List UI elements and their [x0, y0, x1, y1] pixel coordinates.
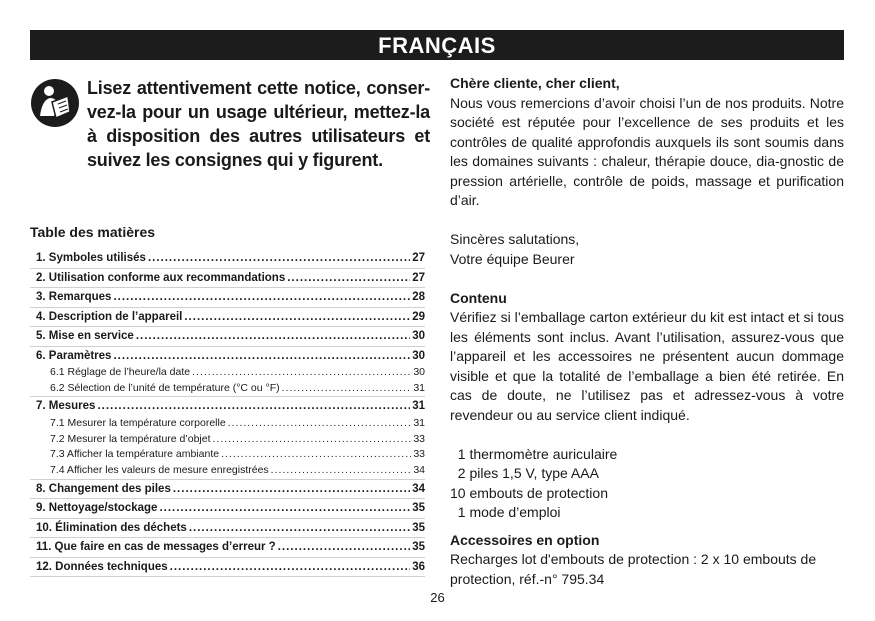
toc-item-page: 31 [413, 416, 425, 429]
intro-paragraph: Nous vous remercions d’avoir choisi l’un de nos produits. Notre société est réputée pour l’excellence de ses produits et les contrôles de qualité approfondis auxquels ils sont soumis dans les domaines suivants : chaleur, thérapie douce, dia-gnostic de pression artérielle, contrôle de poids, massage et purification d’air. [450, 94, 844, 208]
toc-item-page: 35 [412, 502, 425, 515]
toc-item-disposal[interactable] [30, 519, 425, 539]
toc-item-page: 30 [413, 366, 425, 378]
toc-item-startup[interactable] [30, 327, 425, 347]
contents-list-item: 2 piles 1,5 V, type AAA [450, 465, 599, 481]
toc-item-label: 10. Élimination des déchets [36, 521, 187, 534]
toc-item-intended-use[interactable] [30, 269, 425, 289]
toc-item-label: 6.1 Réglage de l’heure/la date [50, 366, 191, 378]
toc-item-label: 7.1 Mesurer la température corporelle [50, 416, 226, 429]
toc-item-page: 27 [412, 271, 425, 284]
closing-signature: Votre équipe Beurer [450, 250, 575, 267]
toc-item-page: 29 [412, 310, 425, 323]
greeting-heading: Chère cliente, cher client, [450, 75, 620, 91]
toc-item-error-messages[interactable] [30, 538, 425, 558]
toc-item-label: 11. Que faire en cas de messages d’erreur ? [36, 541, 276, 554]
page-number: 26 [430, 590, 445, 605]
contents-list-item: 1 thermomètre auriculaire [450, 445, 618, 462]
toc-item-battery-change[interactable] [30, 480, 425, 500]
accessories-heading: Accessoires en option [450, 531, 600, 548]
toc-item-page: 34 [413, 463, 425, 476]
toc-item-description[interactable] [30, 308, 425, 328]
read-instructions-notice [30, 76, 430, 172]
toc-item-remarks[interactable] [30, 288, 425, 308]
toc-item-label: 7. Mesures [36, 400, 96, 413]
toc-item-page: 27 [412, 252, 425, 264]
toc-title: Table des matières [30, 224, 156, 240]
toc-item-label: 3. Remarques [36, 291, 112, 303]
toc-item-page: 36 [412, 560, 425, 573]
toc-item-label: 5. Mise en service [36, 330, 134, 342]
toc-item-settings[interactable] [30, 347, 425, 366]
contents-paragraph: Vérifiez si l’emballage carton extérieur du kit est intact et si tous les éléments sont inclus. Avant l’utilisation, assurez-vous que l’appareil et les accessoires ne présentent aucun dommage visible et que la totalité de l’emballage a bien été retirée. En cas de doute, ne l’utilisez pas et adressez-vous à votre revendeur ou au service client indiqué. [450, 309, 844, 423]
toc-subitem-ambient-temperature[interactable] [30, 447, 425, 463]
toc-item-cleaning-storage[interactable] [30, 499, 425, 519]
notice-text: Lisez attentivement cette notice, conser-vez-la pour un usage ultérieur, mettez-la à disposition des autres utilisateurs et suivez les consignes qui y figurent. [87, 78, 430, 170]
toc-subitem-temperature-unit[interactable] [30, 381, 425, 398]
toc-subitem-body-temperature[interactable] [30, 416, 425, 432]
toc-subitem-time-date[interactable] [30, 365, 425, 381]
accessories-paragraph: Recharges lot d'embouts de protection : 2 x 10 embouts de protection, réf.-n° 795.34 [450, 551, 817, 587]
toc-item-page: 31 [412, 400, 425, 413]
toc-item-label: 8. Changement des piles [36, 482, 171, 495]
language-banner: FRANÇAIS [30, 30, 844, 60]
toc-item-page: 28 [412, 291, 425, 303]
contents-list-item: 1 mode d’emploi [450, 504, 561, 520]
toc-item-label: 6.2 Sélection de l’unité de température (°C ou °F) [50, 381, 280, 394]
toc-item-label: 7.3 Afficher la température ambiante [50, 448, 220, 461]
toc-item-symbols[interactable] [30, 249, 425, 269]
toc-item-page: 30 [412, 349, 425, 362]
toc-item-page: 31 [413, 381, 425, 394]
toc-item-page: 35 [412, 541, 425, 554]
toc-item-page: 33 [413, 448, 425, 461]
toc-item-label: 6. Paramètres [36, 349, 112, 362]
contents-heading: Contenu [450, 289, 507, 306]
toc-subitem-object-temperature[interactable] [30, 432, 425, 448]
toc-item-technical-data[interactable] [30, 558, 425, 578]
toc-item-page: 34 [412, 482, 425, 495]
toc-item-label: 7.4 Afficher les valeurs de mesure enregistrées [50, 463, 269, 476]
contents-list-item: 10 embouts de protection [450, 484, 608, 501]
toc-item-label: 2. Utilisation conforme aux recommandations [36, 271, 286, 284]
toc-item-label: 12. Données techniques [36, 560, 168, 573]
toc-item-page: 33 [413, 432, 425, 445]
toc-item-page: 30 [412, 330, 425, 342]
closing-salutation: Sincères salutations, [450, 231, 580, 247]
toc-item-page: 35 [412, 521, 425, 534]
toc-item-label: 1. Symboles utilisés [36, 252, 146, 264]
toc-item-label: 7.2 Mesurer la température d’objet [50, 432, 211, 445]
table-of-contents [30, 224, 425, 577]
toc-item-label: 9. Nettoyage/stockage [36, 502, 158, 515]
toc-item-measurements[interactable] [30, 397, 425, 416]
toc-item-label: 4. Description de l’appareil [36, 310, 183, 323]
toc-subitem-stored-values[interactable] [30, 463, 425, 480]
right-column [450, 74, 844, 589]
reading-manual-icon [30, 78, 80, 128]
